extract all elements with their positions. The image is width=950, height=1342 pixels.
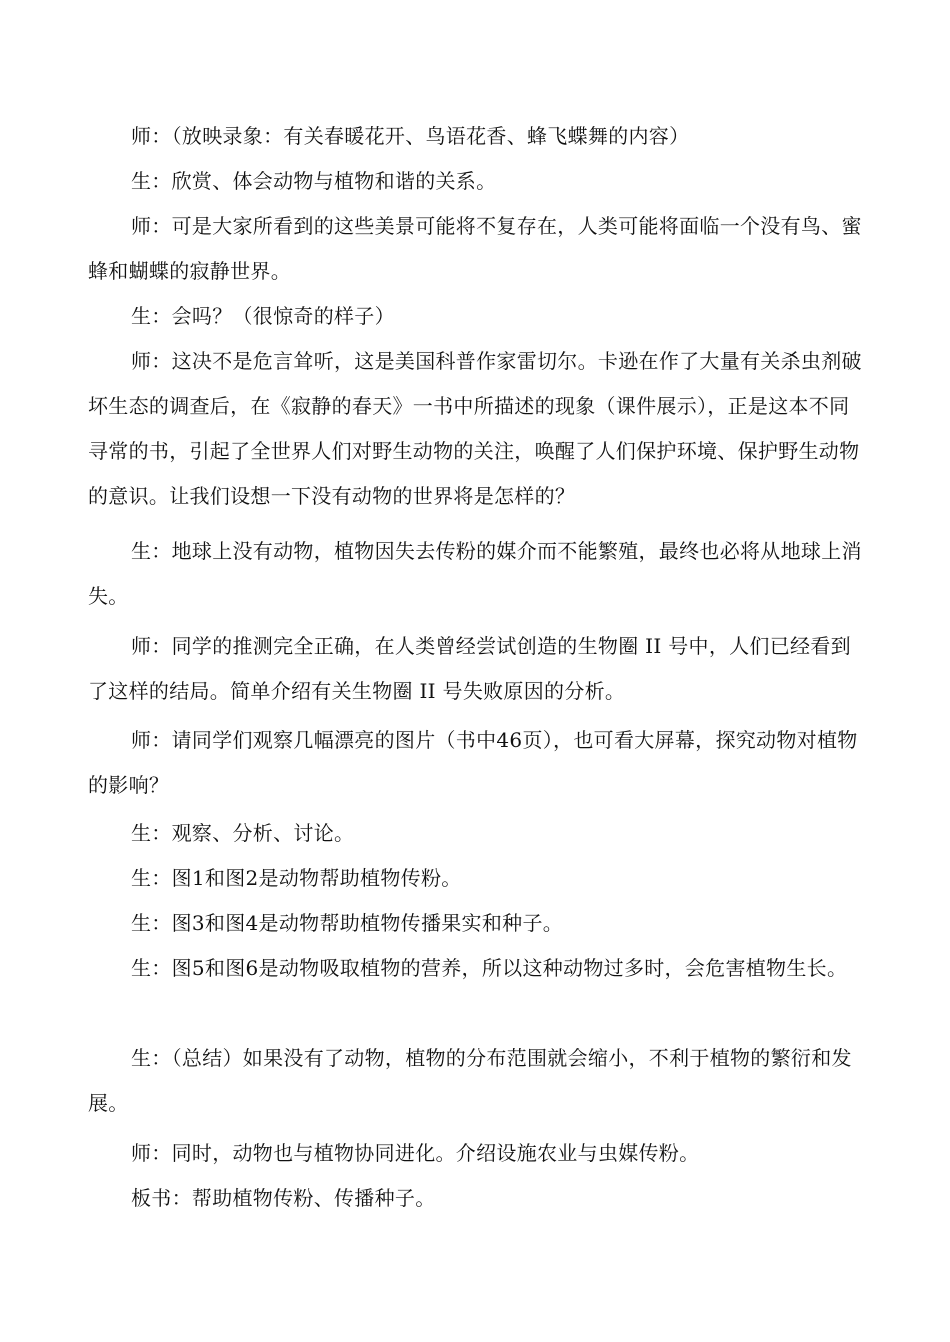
paragraph-teacher-video: 师：（放映录象：有关春暖花开、鸟语花香、蜂飞蝶舞的内容） [131, 124, 690, 148]
paragraph-student-fig34: 生：图3和图4是动物帮助植物传播果实和种子。 [131, 911, 564, 935]
paragraph-student-fig12: 生：图1和图2是动物帮助植物传粉。 [131, 866, 462, 890]
paragraph-student-appreciate: 生：欣赏、体会动物与植物和谐的关系。 [131, 169, 497, 193]
paragraph-student-no-animals: 生：地球上没有动物，植物因失去传粉的媒介而不能繁殖，最终也必将从地球上消失。 [88, 539, 862, 608]
paragraph-student-summary: 生：（总结）如果没有了动物，植物的分布范围就会缩小，不利于植物的繁衍和发展。 [88, 1046, 852, 1115]
paragraph-teacher-observe-pictures: 师：请同学们观察几幅漂亮的图片（书中46页），也可看大屏幕，探究动物对植物的影响？ [88, 728, 858, 797]
paragraph-teacher-silent-world: 师：可是大家所看到的这些美景可能将不复存在，人类可能将面临一个没有鸟、蜜蜂和蝴蝶的寂静世界。 [88, 214, 862, 283]
paragraph-teacher-coevolution: 师：同时，动物也与植物协同进化。介绍设施农业与虫媒传粉。 [131, 1141, 700, 1165]
paragraph-teacher-silent-spring: 师：这决不是危言耸听，这是美国科普作家雷切尔。卡逊在作了大量有关杀虫剂破坏生态的调查后，在《寂静的春天》一书中所描述的现象（课件展示），正是这本不同寻常的书，引起了全世界人们对野生动物的关注，唤醒了人们保护环境、保护野生动物的意识。让我们设想一下没有动物的世界将是怎样的？ [88, 349, 862, 508]
paragraph-teacher-biosphere: 师：同学的推测完全正确，在人类曾经尝试创造的生物圈 II 号中，人们已经看到了这样的结局。简单介绍有关生物圈 II 号失败原因的分析。 [88, 634, 851, 703]
paragraph-student-fig56: 生：图5和图6是动物吸取植物的营养，所以这种动物过多时，会危害植物生长。 [131, 956, 848, 980]
paragraph-student-surprise: 生：会吗？（很惊奇的样子） [131, 304, 395, 328]
paragraph-student-observe: 生：观察、分析、讨论。 [131, 821, 355, 845]
paragraph-blackboard: 板书：帮助植物传粉、传播种子。 [131, 1186, 436, 1210]
